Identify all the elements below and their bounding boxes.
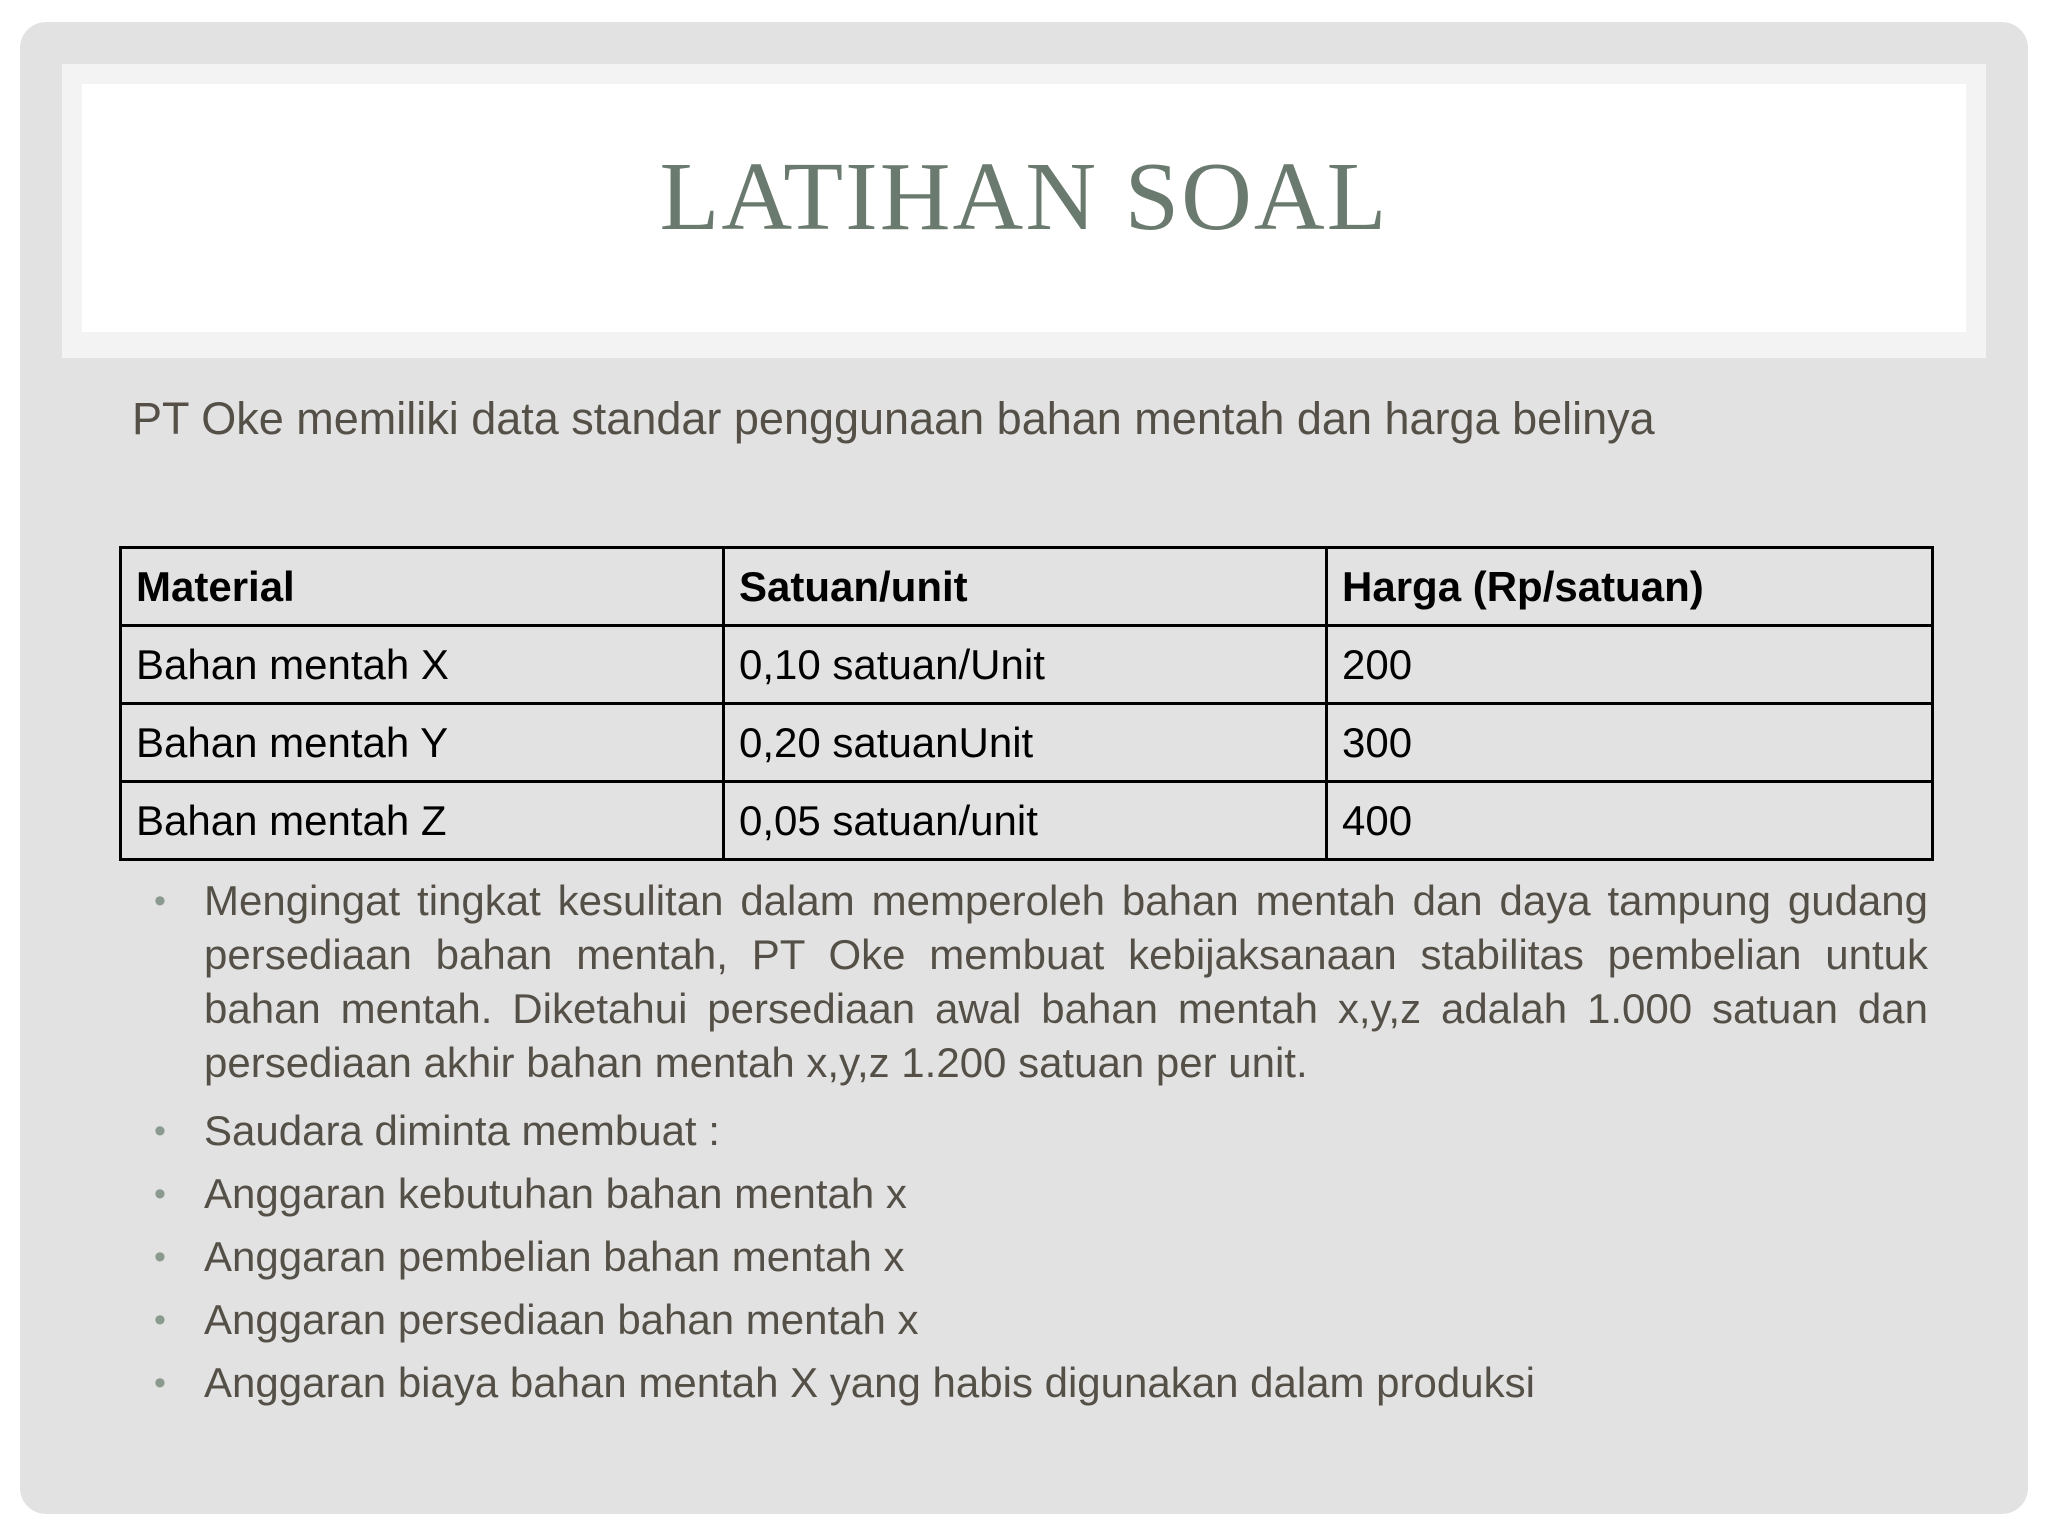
cell-harga: 400 — [1327, 782, 1933, 860]
bullet-dot-icon: • — [154, 1364, 166, 1402]
cell-satuan: 0,10 satuan/Unit — [724, 626, 1327, 704]
bullet-dot-icon: • — [154, 1175, 166, 1213]
bullet-item — [132, 1230, 1928, 1284]
table-row — [121, 782, 1933, 860]
bullet-item — [132, 1293, 1928, 1347]
header-harga: Harga (Rp/satuan) — [1327, 548, 1933, 626]
bullet-text: Mengingat tingkat kesulitan dalam memperoleh bahan mentah dan daya tampung gudang persediaan bahan mentah, PT Oke membuat kebijaksanaan stabilitas pembelian untuk bahan mentah. Diketahui persediaan awal bahan mentah x,y,z adalah 1.000 satuan dan persediaan akhir bahan mentah x,y,z 1.200 satuan per unit. — [204, 877, 1928, 1086]
cell-satuan: 0,05 satuan/unit — [724, 782, 1327, 860]
cell-harga: 200 — [1327, 626, 1933, 704]
bullet-dot-icon: • — [154, 1301, 166, 1339]
slide-title: LATIHAN SOAL — [659, 143, 1389, 251]
bullet-item — [132, 1356, 1928, 1410]
bullet-text: Anggaran biaya bahan mentah X yang habis digunakan dalam produksi — [204, 1359, 1535, 1406]
header-material: Material — [121, 548, 724, 626]
table-header-row — [121, 548, 1933, 626]
slide-subtitle: PT Oke memiliki data standar penggunaan bahan mentah dan harga belinya — [132, 393, 1655, 444]
bullet-item — [132, 1167, 1928, 1221]
cell-material: Bahan mentah Z — [121, 782, 724, 860]
header-satuan: Satuan/unit — [724, 548, 1327, 626]
cell-satuan: 0,20 satuanUnit — [724, 704, 1327, 782]
bullet-item — [132, 1104, 1928, 1158]
bullet-text: Anggaran kebutuhan bahan mentah x — [204, 1170, 907, 1217]
table-row — [121, 626, 1933, 704]
table-row — [121, 704, 1933, 782]
bullet-list — [132, 874, 1928, 1419]
bullet-text: Anggaran pembelian bahan mentah x — [204, 1233, 905, 1280]
cell-material: Bahan mentah X — [121, 626, 724, 704]
slide — [20, 22, 2028, 1514]
bullet-dot-icon: • — [154, 882, 166, 920]
bullet-dot-icon: • — [154, 1238, 166, 1276]
bullet-dot-icon: • — [154, 1112, 166, 1150]
bullet-text: Anggaran persediaan bahan mentah x — [204, 1296, 919, 1343]
cell-harga: 300 — [1327, 704, 1933, 782]
material-table — [119, 546, 1934, 861]
bullet-text: Saudara diminta membuat : — [204, 1107, 720, 1154]
bullet-item — [132, 874, 1928, 1090]
cell-material: Bahan mentah Y — [121, 704, 724, 782]
